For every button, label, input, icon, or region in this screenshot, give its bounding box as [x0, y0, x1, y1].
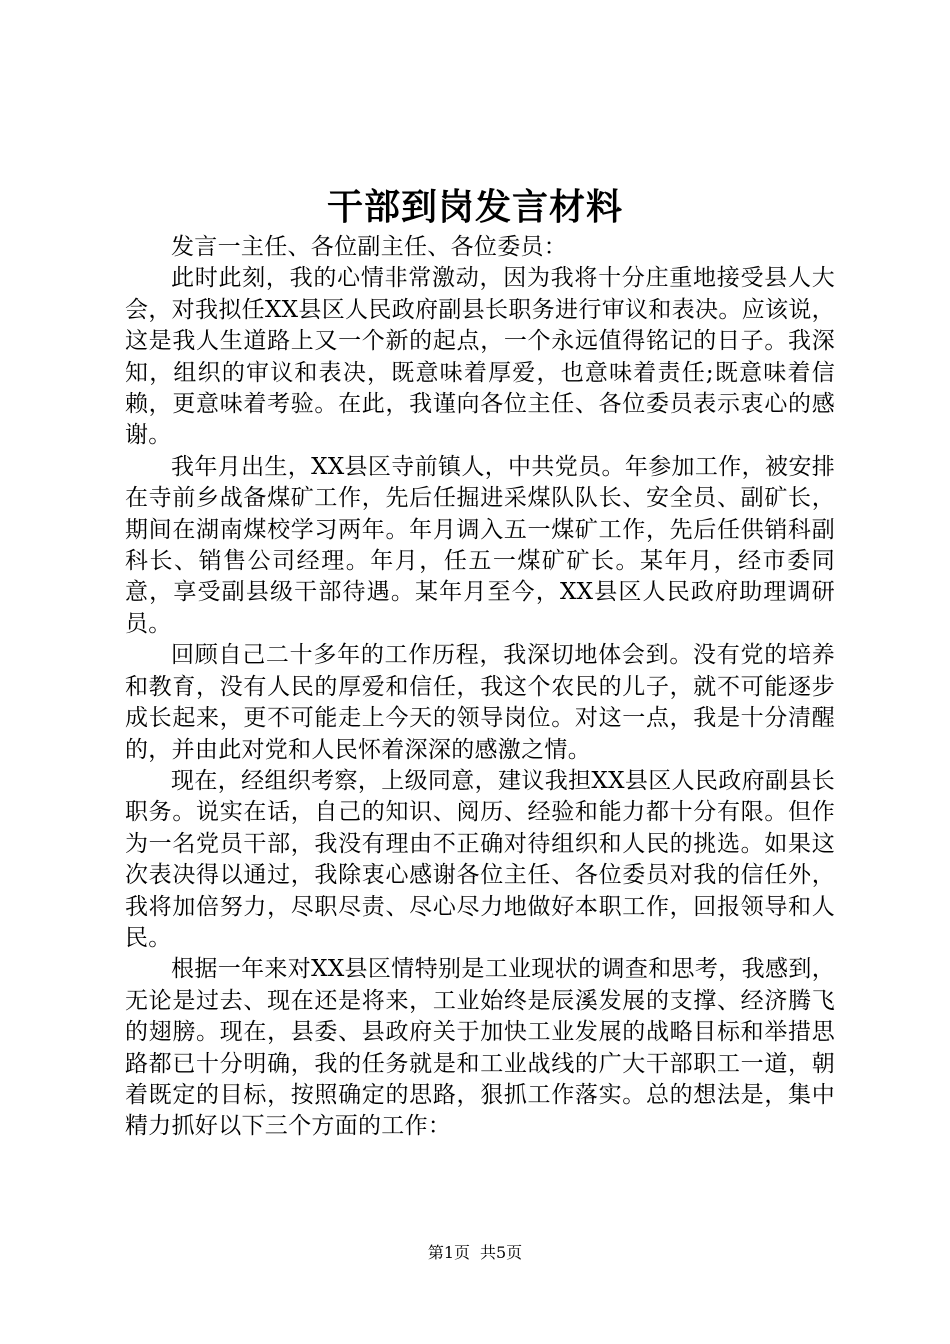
- document-title: 干部到岗发言材料: [326, 187, 623, 228]
- body-paragraph: 现在，经组织考察，上级同意，建议我担XX县区人民政府副县长职务。说实在话，自己的知识、阅历、经验和能力都十分有限。但作为一名党员干部，我没有理由不正确对待组织和人民的挑选。如果这次表决得以通过，我除衷心感谢各位主任、各位委员对我的信任外，我将加倍努力，尽职尽责、尽心尽力地做好本职工作，回报领导和人民。: [125, 767, 835, 951]
- body-paragraph: 回顾自己二十多年的工作历程，我深切地体会到。没有党的培养和教育，没有人民的厚爱和信任，我这个农民的儿子，就不可能逐步成长起来，更不可能走上今天的领导岗位。对这一点，我是十分清醒的，并由此对党和人民怀着深深的感激之情。: [125, 642, 835, 763]
- page-footer: [0, 1241, 950, 1265]
- body-paragraph: 根据一年来对XX县区情特别是工业现状的调查和思考，我感到，无论是过去、现在还是将来，工业始终是辰溪发展的支撑、经济腾飞的翅膀。现在，县委、县政府关于加快工业发展的战略目标和举措思路都已十分明确，我的任务就是和工业战线的广大干部职工一道，朝着既定的目标，按照确定的思路，狠抓工作落实。总的想法是，集中精力抓好以下三个方面的工作：: [125, 956, 835, 1140]
- page-total: 共5页: [480, 1243, 523, 1262]
- page-number: 第1页: [427, 1243, 470, 1262]
- body-paragraph: 我年月出生，XX县区寺前镇人，中共党员。年参加工作，被安排在寺前乡战备煤矿工作，先后任掘进采煤队队长、安全员、副矿长，期间在湖南煤校学习两年。年月调入五一煤矿工作，先后任供销科副科长、销售公司经理。年月，任五一煤矿矿长。某年月，经市委同意，享受副县级干部待遇。某年月至今，XX县区人民政府助理调研员。: [125, 453, 835, 637]
- body-paragraph: 此时此刻，我的心情非常激动，因为我将十分庄重地接受县人大会，对我拟任XX县区人民政府副县长职务进行审议和表决。应该说，这是我人生道路上又一个新的起点，一个永远值得铭记的日子。我深知，组织的审议和表决，既意味着厚爱，也意味着责任;既意味着信赖，更意味着考验。在此，我谨向各位主任、各位委员表示衷心的感谢。: [125, 265, 835, 449]
- salutation-paragraph: 发言一主任、各位副主任、各位委员：: [171, 234, 568, 260]
- document-body: [125, 232, 835, 1143]
